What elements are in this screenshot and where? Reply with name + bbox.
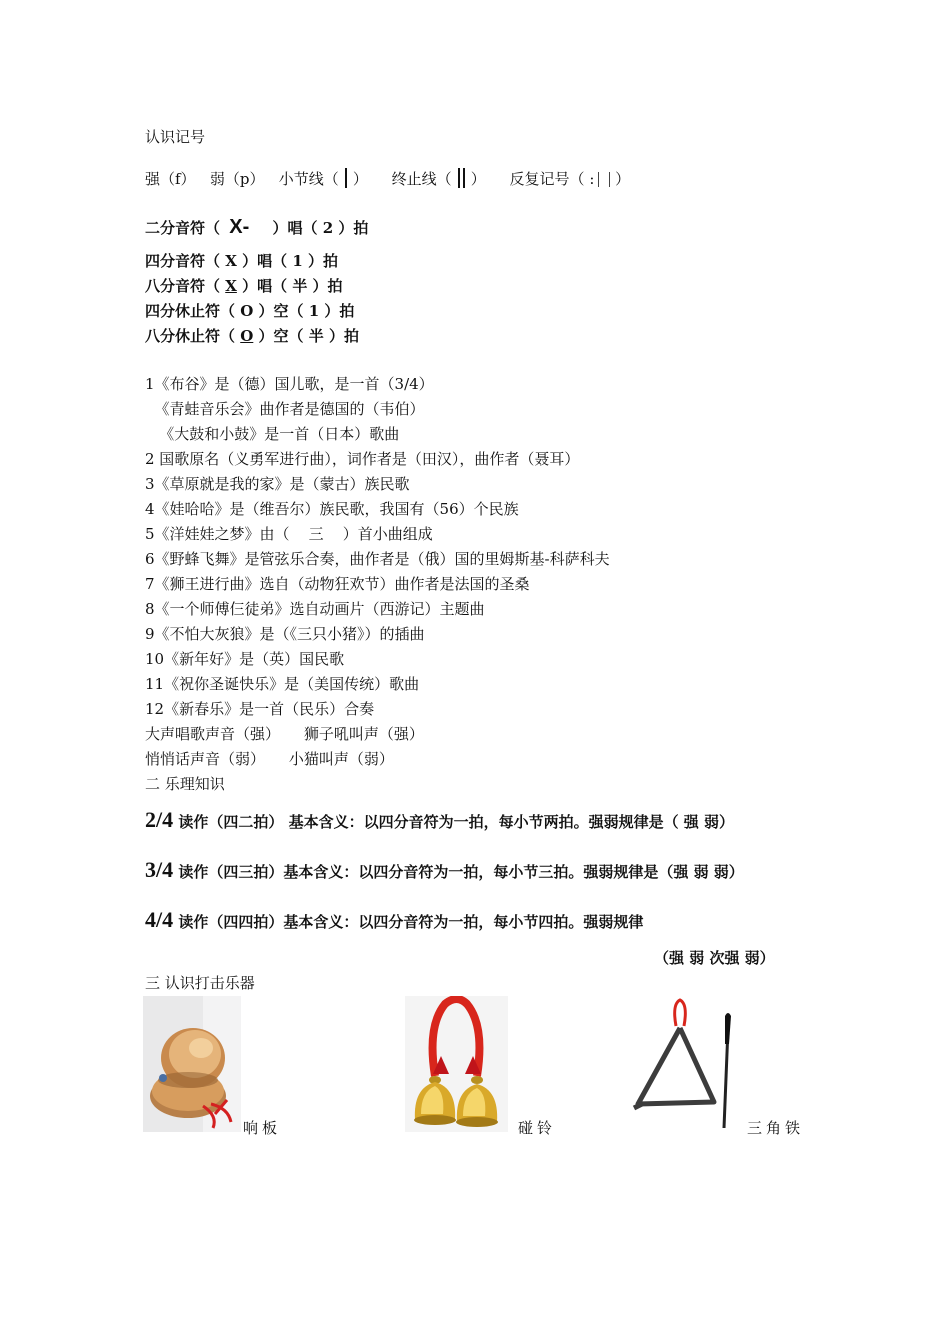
quarter-note-beats: ）唱（ 1 ）拍 <box>236 252 338 270</box>
final-barline-close: ） <box>470 170 486 188</box>
qa-line: 12《新春乐》是一首（民乐）合奏 <box>145 700 375 718</box>
half-note-label: 二分音符（ <box>145 219 221 237</box>
quarter-rest-row <box>145 301 354 321</box>
castanets-image <box>143 996 241 1132</box>
eighth-rest-row <box>145 326 359 346</box>
heading-music-theory: 二 乐理知识 <box>145 775 225 793</box>
heading-recognize-symbols: 认识记号 <box>145 128 206 146</box>
qa-line: 7《狮王进行曲》选自（动物狂欢节）曲作者是法国的圣桑 <box>145 575 530 593</box>
bells-label: 碰铃 <box>518 1119 557 1137</box>
strong-label: 强（f） <box>145 170 196 188</box>
heading-percussion: 三 认识打击乐器 <box>145 974 255 992</box>
qa-line: 《青蛙音乐会》曲作者是德国的（韦伯） <box>145 400 425 418</box>
meter-row-4-4 <box>145 907 644 932</box>
quarter-note-label: 四分音符（ <box>145 252 226 270</box>
repeat-sign-symbol <box>598 172 610 187</box>
qa-line: 1《布谷》是（德）国儿歌，是一首（3/4） <box>145 375 434 393</box>
symbols-row <box>145 168 630 189</box>
repeat-sign-label: 反复记号（ : <box>509 170 595 188</box>
final-barline-symbol <box>458 168 465 188</box>
eighth-note-row <box>145 276 343 296</box>
eighth-rest-label: 八分休止符（ <box>145 327 241 345</box>
meter-row-3-4 <box>145 857 744 882</box>
qa-line: 11《祝你圣诞快乐》是（美国传统）歌曲 <box>145 675 420 693</box>
eighth-rest-beats: ）空（ 半 ）拍 <box>253 327 359 345</box>
meter-description: 读作（四二拍） 基本含义：以四分音符为一拍，每小节两拍。强弱规律是（ 强 弱） <box>173 813 735 831</box>
half-note-row <box>145 217 368 238</box>
triangle-label: 三角铁 <box>747 1119 805 1137</box>
eighth-note-label: 八分音符（ <box>145 277 226 295</box>
triangle-image <box>628 996 743 1131</box>
qa-line: 2 国歌原名（义勇军进行曲），词作者是（田汉），曲作者（聂耳） <box>145 450 580 468</box>
quarter-note-symbol: X <box>225 252 237 270</box>
barline-close: ） <box>352 170 368 188</box>
eighth-note-symbol: X <box>225 277 237 295</box>
qa-line: 大声唱歌声音（强） 狮子吼叫声（强） <box>145 725 424 743</box>
quarter-rest-beats: ）空（ 1 ）拍 <box>253 302 355 320</box>
bells-image <box>405 996 508 1132</box>
qa-line: 5《洋娃娃之梦》由（ 三 ）首小曲组成 <box>145 525 433 543</box>
meter-description: 读作（四四拍）基本含义：以四分音符为一拍，每小节四拍。强弱规律 <box>173 913 644 931</box>
eighth-note-beats: ）唱（ 半 ）拍 <box>236 277 343 295</box>
qa-line: 《大鼓和小鼓》是一首（日本）歌曲 <box>145 425 400 443</box>
eighth-rest-symbol: O <box>240 327 254 345</box>
half-note-symbol: X- <box>229 216 250 238</box>
qa-line: 悄悄话声音（弱） 小猫叫声（弱） <box>145 750 394 768</box>
meter-signature: 2/4 <box>145 807 174 832</box>
half-note-beats: ）唱（ 2 ）拍 <box>272 219 369 237</box>
barline-symbol <box>345 168 347 188</box>
qa-line: 4《娃哈哈》是（维吾尔）族民歌，我国有（56）个民族 <box>145 500 519 518</box>
qa-line: 3《草原就是我的家》是（蒙古）族民歌 <box>145 475 410 493</box>
qa-line: 6《野蜂飞舞》是管弦乐合奏，曲作者是（俄）国的里姆斯基-科萨科夫 <box>145 550 610 568</box>
quarter-rest-label: 四分休止符（ <box>145 302 241 320</box>
meter-signature: 4/4 <box>145 907 174 932</box>
meter-row-2-4 <box>145 807 735 832</box>
quarter-rest-symbol: O <box>240 302 254 320</box>
repeat-sign-close: ） <box>615 170 631 188</box>
castanets-label: 响板 <box>243 1119 282 1137</box>
barline-label: 小节线（ <box>278 170 339 188</box>
qa-line: 10《新年好》是（英）国民歌 <box>145 650 345 668</box>
final-barline-label: 终止线（ <box>391 170 452 188</box>
quarter-note-row <box>145 251 338 271</box>
qa-line: 9《不怕大灰狼》是（《三只小猪》）的插曲 <box>145 625 425 643</box>
meter-4-4-pattern: （强 弱 次强 弱） <box>654 949 775 967</box>
meter-description: 读作（四三拍）基本含义：以四分音符为一拍，每小节三拍。强弱规律是（强 弱 弱） <box>173 863 744 881</box>
meter-signature: 3/4 <box>145 857 174 882</box>
qa-line: 8《一个师傅仨徒弟》选自动画片（西游记）主题曲 <box>145 600 485 618</box>
weak-label: 弱（p） <box>209 170 265 188</box>
